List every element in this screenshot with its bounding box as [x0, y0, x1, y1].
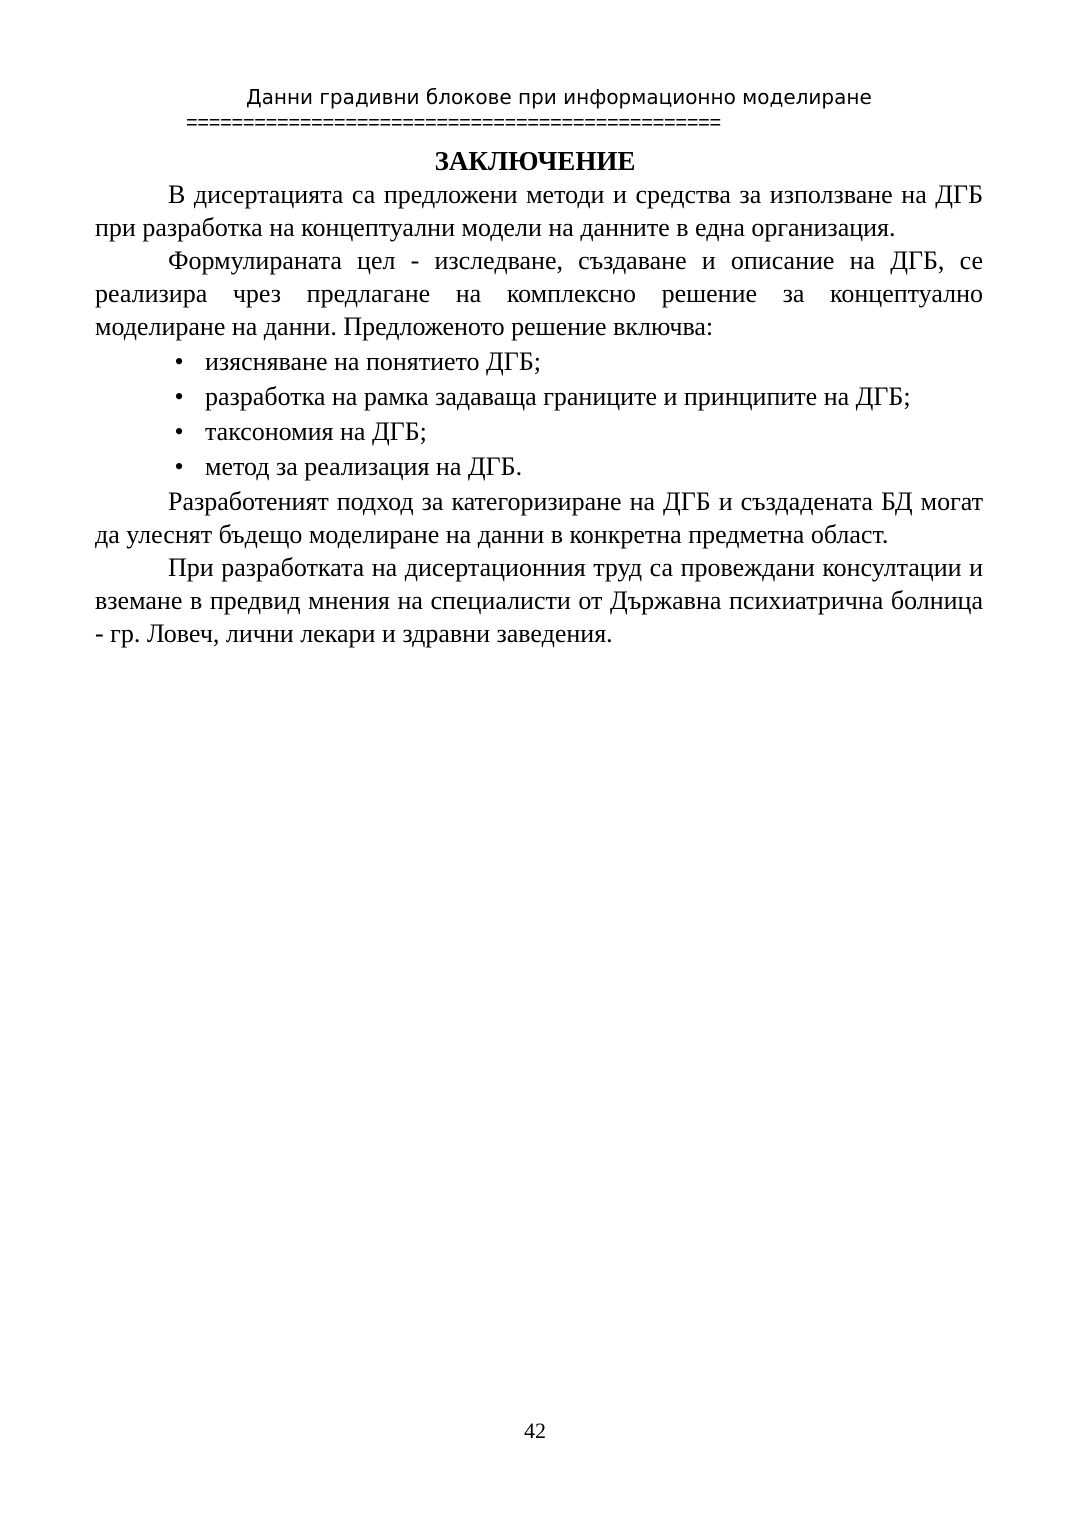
- bullet-icon: •: [174, 452, 184, 481]
- solution-bullet-list: [95, 345, 983, 483]
- list-item-text: таксономия на ДГБ;: [205, 417, 427, 446]
- list-item: [95, 415, 983, 448]
- header-rule: ===============================================: [186, 112, 721, 134]
- list-item-text: разработка на рамка задаваща границите и принципите на ДГБ;: [205, 382, 911, 411]
- list-item: [95, 450, 983, 483]
- bullet-icon: •: [174, 382, 184, 411]
- list-item-text: изясняване на понятието ДГБ;: [205, 347, 541, 376]
- paragraph-intro: В дисертацията са предложени методи и средства за използване на ДГБ при разработка на концептуални модели на данните в една организация.: [95, 180, 983, 242]
- page-number: 42: [524, 1418, 546, 1443]
- paragraph-consultations: При разработката на дисертационния труд са провеждани консултации и вземане в предвид мнения на специалисти от Държавна психиатрична болница - гр. Ловеч, лични лекари и здравни заведения.: [95, 553, 983, 648]
- list-item: [95, 380, 983, 413]
- bullet-icon: •: [174, 417, 184, 446]
- paragraph-approach: Разработеният подход за категоризиране на ДГБ и създадената БД могат да улеснят бъдещо моделиране на данни в конкретна предметна област.: [95, 487, 983, 549]
- page-title: ЗАКЛЮЧЕНИЕ: [434, 146, 636, 176]
- running-header: Данни градивни блокове при информационно моделиране: [246, 85, 872, 109]
- body-text: [95, 178, 983, 650]
- paragraph-goal: Формулираната цел - изследване, създаване и описание на ДГБ, се реализира чрез предлагане на комплексно решение за концептуално моделиране на данни. Предложеното решение включва:: [95, 246, 983, 341]
- list-item: [95, 345, 983, 378]
- list-item-text: метод за реализация на ДГБ.: [205, 452, 523, 481]
- bullet-icon: •: [174, 347, 184, 376]
